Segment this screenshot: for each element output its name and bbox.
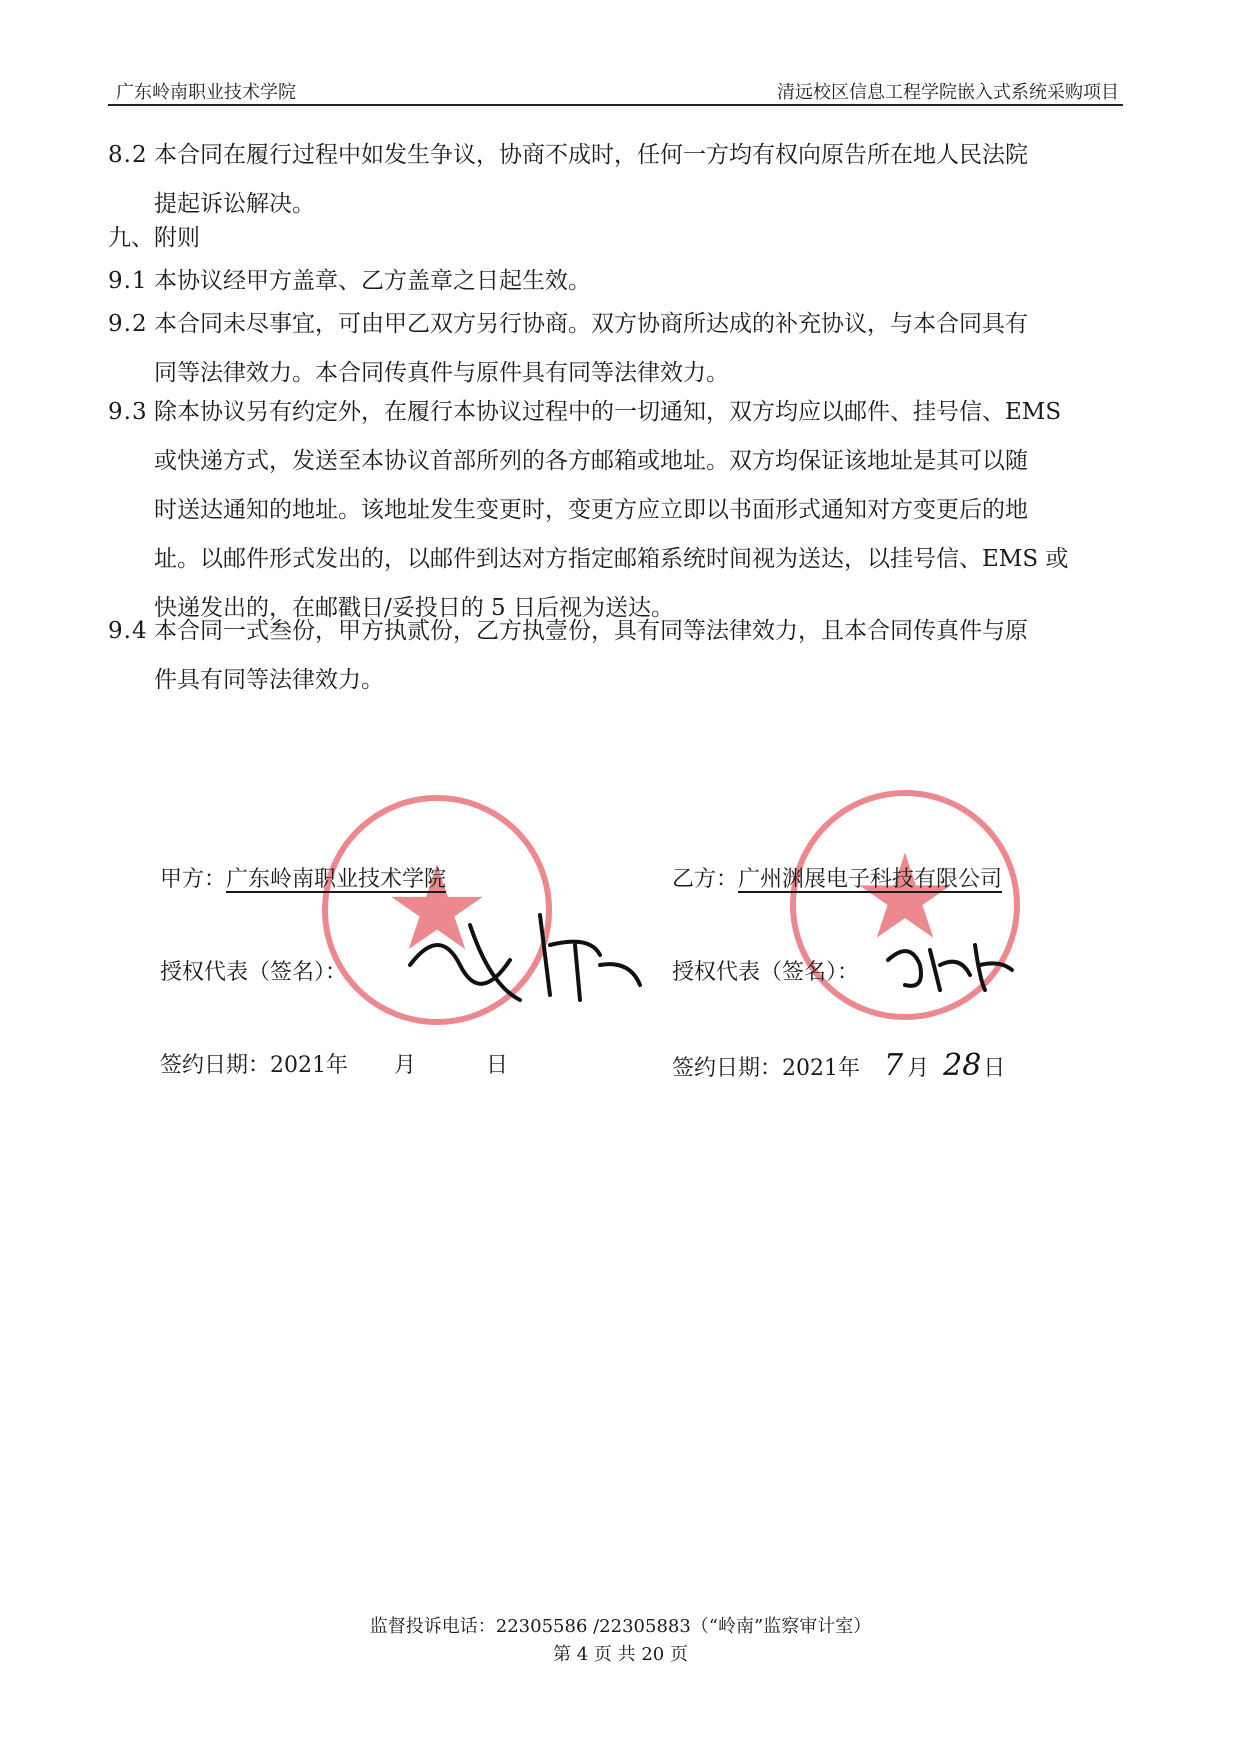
clause-text: 快递发出的，在邮戳日/妥投日的 5 日后视为送达。 (154, 595, 675, 621)
party-b-signature (880, 930, 1020, 1000)
clause-text: 时送达通知的地址。该地址发生变更时，变更方应立即以书面形式通知对方变更后的地 (154, 497, 1028, 523)
party-a-line (160, 862, 446, 893)
clause-text: 除本协议另有约定外，在履行本协议过程中的一切通知，双方均应以邮件、挂号信、EMS (154, 399, 1062, 425)
clause-9-2 (108, 300, 1128, 398)
clause-number: 9.4 (108, 618, 148, 644)
party-a-month-label: 月 (394, 1053, 417, 1078)
clause-9-3 (108, 388, 1128, 633)
party-b-rep-line (672, 955, 859, 986)
clause-text: 或快递方式，发送至本协议首部所列的各方邮箱或地址。双方均保证该地址是其可以随 (154, 448, 1028, 474)
clause-text: 本合同在履行过程中如发生争议，协商不成时，任何一方均有权向原告所在地人民法院 (154, 142, 1028, 168)
section-heading: 九、附则 (108, 225, 200, 251)
party-a-day-label: 日 (486, 1053, 509, 1078)
party-b-date-label: 签约日期：2021年 (672, 1056, 860, 1081)
party-b-date-line (672, 1048, 1005, 1083)
page-number: 第 4 页 共 20 页 (553, 1644, 688, 1665)
party-a-name: 广东岭南职业技术学院 (226, 867, 447, 892)
clause-number: 9.2 (108, 311, 148, 337)
header-school-name: 广东岭南职业技术学院 (116, 82, 296, 103)
clause-text: 本协议经甲方盖章、乙方盖章之日起生效。 (154, 268, 591, 294)
footer-complaint-phone: 监督投诉电话：22305586 /22305883（“岭南”监察审计室） (369, 1616, 872, 1637)
party-a-signature (400, 905, 650, 1015)
party-b-day-label: 日 (983, 1056, 1006, 1081)
party-b-month-label: 月 (907, 1056, 930, 1081)
header-divider (108, 104, 1123, 106)
clause-text: 本合同一式叁份，甲方执贰份，乙方执壹份，具有同等法律效力，且本合同传真件与原 (154, 618, 1028, 644)
clause-text: 提起诉讼解决。 (154, 191, 315, 217)
clause-number: 9.1 (108, 268, 148, 294)
clause-text: 本合同未尽事宜，可由甲乙双方另行协商。双方协商所达成的补充协议，与本合同具有 (154, 311, 1028, 337)
party-b-label: 乙方： (672, 867, 739, 892)
clause-number: 9.3 (108, 399, 148, 425)
clause-number: 8.2 (108, 142, 148, 168)
party-a-label: 甲方： (160, 867, 227, 892)
party-b-month-handwritten: 7 (884, 1048, 904, 1083)
party-a-rep-line (160, 955, 347, 986)
clause-9-1 (108, 257, 1128, 306)
clause-text: 同等法律效力。本合同传真件与原件具有同等法律效力。 (154, 360, 729, 386)
clause-text: 址。以邮件形式发出的，以邮件到达对方指定邮箱系统时间视为送达，以挂号信、EMS 或 (154, 546, 1069, 572)
party-b-name: 广州渊展电子科技有限公司 (738, 867, 1003, 892)
clause-text: 件具有同等法律效力。 (154, 667, 384, 693)
party-a-rep-label: 授权代表（签名）： (160, 960, 348, 985)
party-a-date-label: 签约日期：2021年 (160, 1053, 348, 1078)
header-project-name: 清远校区信息工程学院嵌入式系统采购项目 (777, 82, 1119, 103)
clause-9-4 (108, 607, 1128, 705)
party-b-line (672, 862, 1002, 893)
section-heading-appendix (108, 214, 1128, 263)
party-b-rep-label: 授权代表（签名）： (672, 960, 860, 985)
party-b-day-handwritten: 28 (943, 1048, 982, 1083)
party-a-date-line (160, 1048, 508, 1079)
